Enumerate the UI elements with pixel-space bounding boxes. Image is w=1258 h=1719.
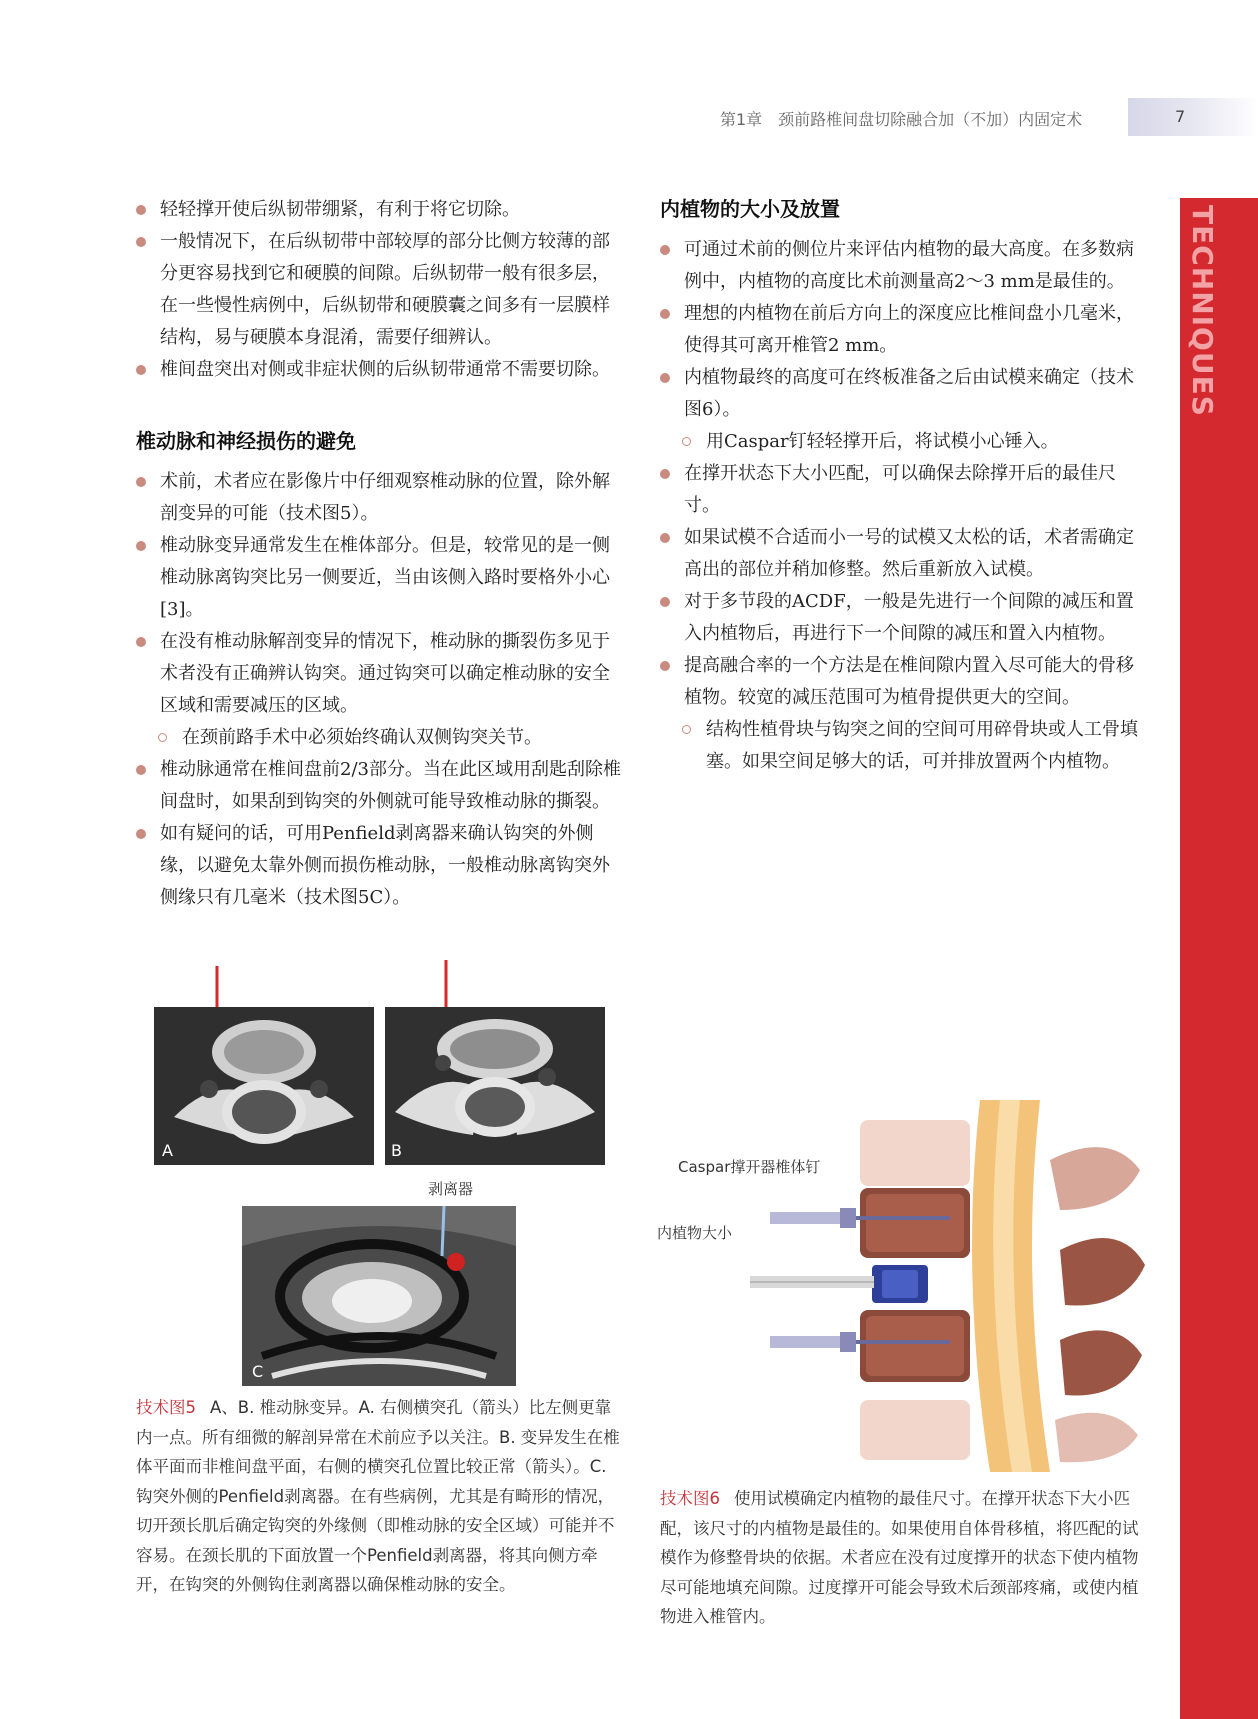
panel-label-a: A: [162, 1141, 173, 1160]
ct-vertebra-a-illustration: [154, 1007, 374, 1165]
dissector-label: 剥离器: [428, 1180, 474, 1198]
list-item: 在撑开状态下大小匹配，可以确保去除撑开后的最佳尺寸。: [660, 458, 1148, 522]
list-item: 椎间盘突出对侧或非症状侧的后纵韧带通常不需要切除。: [136, 354, 624, 386]
list-item: 如果试模不合适而小一号的试模又太松的话，术者需确定高出的部位并稍加修整。然后重新放入试模。: [660, 522, 1148, 586]
list-item: 术前，术者应在影像片中仔细观察椎动脉的位置，除外解剖变异的可能（技术图5）。: [136, 466, 624, 530]
list-item: 可通过术前的侧位片来评估内植物的最大高度。在多数病例中，内植物的高度比术前测量高2～3 mm是最佳的。: [660, 234, 1148, 298]
list-item: 轻轻撑开使后纵韧带绷紧，有利于将它切除。: [136, 194, 624, 226]
figure-6-caption-label: 技术图6: [660, 1489, 720, 1508]
figure-6-caption-text: 使用试模确定内植物的最佳尺寸。在撑开状态下大小匹配，该尺寸的内植物是最佳的。如果使用自体骨移植，将匹配的试模作为修整骨块的依据。术者应在没有过度撑开的状态下使内植物尽可能地填充间隙。过度撑开可能会导致术后颈部疼痛，或使内植物进入椎管内。: [660, 1489, 1139, 1626]
list-item: 椎动脉变异通常发生在椎体部分。但是，较常见的是一侧椎动脉离钩突比另一侧要近，当由该侧入路时要格外小心[3]。: [136, 530, 624, 626]
figure-5-caption: [136, 1393, 624, 1600]
page-number-tab: [1128, 98, 1258, 136]
section-title-implant: 内植物的大小及放置: [660, 197, 840, 221]
list-item: 如有疑问的话，可用Penfield剥离器来确认钩突的外侧缘，以避免太靠外侧而损伤椎动脉，一般椎动脉离钩突外侧缘只有几毫米（技术图5C）。: [136, 818, 624, 914]
spine-illustration: [750, 1100, 1150, 1472]
ct-vertebra-b-illustration: [385, 1007, 605, 1165]
list-item: 对于多节段的ACDF，一般是先进行一个间隙的减压和置入内植物后，再进行下一个间隙的减压和置入内植物。: [660, 586, 1148, 650]
sidebar-label: TECHNIQUES: [1186, 205, 1219, 417]
mri-illustration: [242, 1206, 516, 1386]
section-sidebar: [1180, 198, 1258, 1719]
caspar-pin-label: Caspar撑开器椎体钉: [678, 1158, 821, 1176]
list-item: 提高融合率的一个方法是在椎间隙内置入尽可能大的骨移植物。较宽的减压范围可为植骨提供更大的空间。: [660, 650, 1148, 714]
bullet-list-1: [136, 194, 624, 386]
list-subitem: 结构性植骨块与钩突之间的空间可用碎骨块或人工骨填塞。如果空间足够大的话，可并排放置两个内植物。: [660, 714, 1148, 778]
figure-5-caption-text: A、B. 椎动脉变异。A. 右侧横突孔（箭头）比左侧更靠内一点。所有细微的解剖异常在术前应予以关注。B. 变异发生在椎体平面而非椎间盘平面，右侧的横突孔位置比较正常（箭头）。C. 钩突外侧的Penfield剥离器。在有些病例，尤其是有畸形的情况，切开颈长肌后确定钩突的外缘侧（即椎动脉的安全区域）可能并不容易。在颈长肌的下面放置一个Penfield剥离器，将其向侧方牵开，在钩突的外侧钩住剥离器以确保椎动脉的安全。: [136, 1398, 620, 1594]
list-item: 在没有椎动脉解剖变异的情况下，椎动脉的撕裂伤多见于术者没有正确辨认钩突。通过钩突可以确定椎动脉的安全区域和需要减压的区域。: [136, 626, 624, 722]
panel-label-b: B: [391, 1141, 402, 1160]
chapter-title: 第1章 颈前路椎间盘切除融合加（不加）内固定术: [720, 110, 1083, 129]
figure-6-caption: [660, 1484, 1148, 1632]
list-item: 椎动脉通常在椎间盘前2/3部分。当在此区域用刮匙刮除椎间盘时，如果刮到钩突的外侧就可能导致椎动脉的撕裂。: [136, 754, 624, 818]
list-subitem: 用Caspar钉轻轻撑开后，将试模小心锤入。: [660, 426, 1148, 458]
mri-image-c: [242, 1206, 516, 1386]
list-item: 理想的内植物在前后方向上的深度应比椎间盘小几毫米，使得其可离开椎管2 mm。: [660, 298, 1148, 362]
page-number: 7: [1175, 107, 1186, 126]
panel-label-c: C: [252, 1362, 264, 1381]
bullet-list-2: [136, 466, 624, 914]
list-item: 一般情况下，在后纵韧带中部较厚的部分比侧方较薄的部分更容易找到它和硬膜的间隙。后纵韧带一般有很多层，在一些慢性病例中，后纵韧带和硬膜囊之间多有一层膜样结构，易与硬膜本身混淆，需要仔细辨认。: [136, 226, 624, 354]
bullet-list-3: [660, 234, 1148, 778]
ct-image-b: [385, 1007, 605, 1165]
implant-size-label: 内植物大小: [657, 1224, 733, 1242]
list-subitem: 在颈前路手术中必须始终确认双侧钩突关节。: [136, 722, 624, 754]
figure-5-caption-label: 技术图5: [136, 1398, 196, 1417]
section-title-vertebral-artery: 椎动脉和神经损伤的避免: [136, 429, 356, 453]
list-item: 内植物最终的高度可在终板准备之后由试模来确定（技术图6）。: [660, 362, 1148, 426]
ct-image-a: [154, 1007, 374, 1165]
left-column: [136, 194, 624, 914]
right-column: [660, 194, 1148, 778]
